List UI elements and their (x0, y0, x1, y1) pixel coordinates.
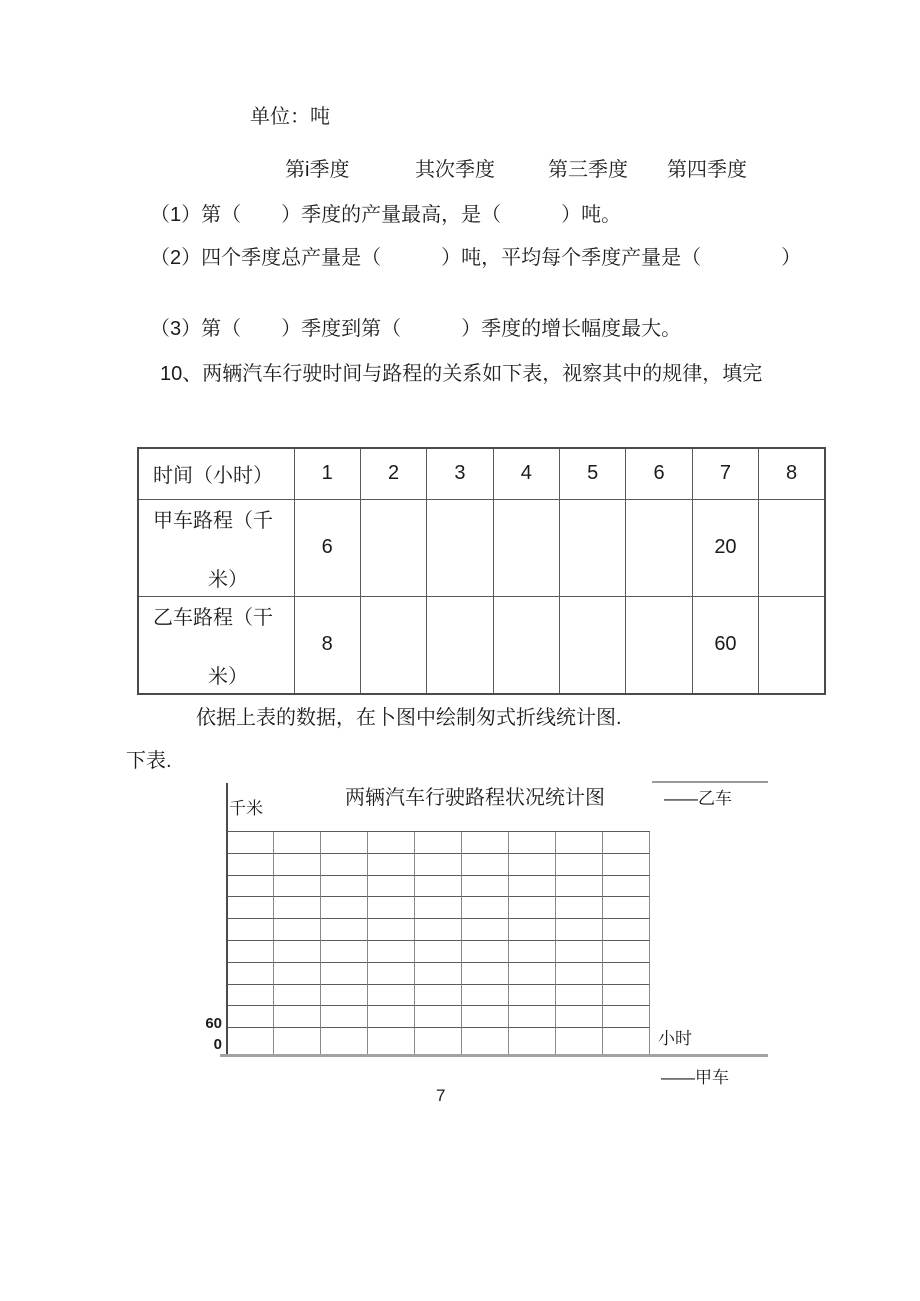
grid-cell (509, 963, 556, 985)
grid-cell (556, 985, 603, 1007)
grid-cell (227, 963, 274, 985)
table-header-cell: 4 (493, 448, 559, 499)
table-header-cell: 5 (560, 448, 626, 499)
grid-cell (368, 876, 415, 898)
table-header-cell: 6 (626, 448, 692, 499)
grid-cell (556, 832, 603, 854)
grid-cell (509, 985, 556, 1007)
grid-cell (415, 941, 462, 963)
grid-cell (368, 963, 415, 985)
y-tick-0: 0 (213, 1036, 222, 1053)
grid-cell (274, 854, 321, 876)
question-2: （2）四个季度总产量是（ ）吨，平均每个季度产量是（ ） (150, 247, 802, 269)
legend-divider-line (652, 781, 768, 783)
table-row (138, 596, 825, 694)
chart-grid (227, 831, 650, 1057)
row-label-cell (138, 596, 294, 694)
grid-cell (368, 854, 415, 876)
grid-cell (227, 832, 274, 854)
grid-cell (415, 919, 462, 941)
grid-cell (274, 985, 321, 1007)
grid-cell (321, 919, 368, 941)
grid-cell (509, 897, 556, 919)
question-10: 10、两辆汽车行驶时间与路程的关系如下表，视察其中的规律，填完 (160, 363, 763, 385)
grid-cell (556, 941, 603, 963)
table-cell (493, 499, 559, 596)
grid-cell (462, 832, 509, 854)
grid-cell (603, 876, 650, 898)
grid-cell (603, 985, 650, 1007)
table-header-cell: 1 (294, 448, 360, 499)
table-cell: 6 (294, 499, 360, 596)
grid-cell (227, 854, 274, 876)
grid-cell (556, 963, 603, 985)
row-label-line2: 米） (208, 568, 248, 591)
data-table (137, 447, 826, 695)
grid-cell (415, 876, 462, 898)
note-line-2: 下表. (126, 750, 172, 772)
question-3: （3）第（ ）季度到第（ ）季度的增长幅度最大。 (150, 318, 682, 340)
quarter-label-3: 第三季度 (548, 159, 628, 181)
unit-label: 单位：吨 (250, 106, 330, 128)
grid-cell (415, 897, 462, 919)
grid-cell (509, 876, 556, 898)
grid-cell (462, 963, 509, 985)
grid-cell (274, 876, 321, 898)
grid-cell (227, 919, 274, 941)
grid-cell (368, 897, 415, 919)
grid-cell (462, 985, 509, 1007)
grid-cell (509, 919, 556, 941)
x-axis-label: 小时 (658, 1029, 692, 1048)
legend-jiache: ——甲车 (661, 1068, 729, 1087)
grid-cell (274, 897, 321, 919)
row-label-line1: 甲车路程（千 (153, 509, 273, 532)
table-cell (560, 499, 626, 596)
grid-cell (603, 1028, 650, 1057)
grid-cell (321, 897, 368, 919)
grid-cell (415, 985, 462, 1007)
grid-cell (274, 963, 321, 985)
quarter-label-1: 第i季度 (285, 159, 350, 181)
table-header-cell: 时间（小时） (138, 448, 294, 499)
grid-cell (556, 1006, 603, 1028)
table-row (138, 499, 825, 596)
question-1: （1）第（ ）季度的产量最高，是（ ）吨。 (150, 204, 622, 226)
grid-cell (556, 919, 603, 941)
grid-cell (321, 941, 368, 963)
table-cell: 8 (294, 596, 360, 694)
grid-cell (227, 1028, 274, 1057)
grid-cell (556, 897, 603, 919)
table-header-cell: 8 (759, 448, 825, 499)
legend-yiche: ——乙车 (664, 789, 732, 808)
grid-cell (509, 832, 556, 854)
table-cell (427, 499, 493, 596)
grid-cell (415, 1028, 462, 1057)
grid-cell (603, 1006, 650, 1028)
table-header-cell: 7 (692, 448, 758, 499)
grid-cell (321, 876, 368, 898)
grid-cell (227, 985, 274, 1007)
grid-cell (227, 876, 274, 898)
grid-cell (274, 1028, 321, 1057)
grid-cell (462, 876, 509, 898)
grid-cell (368, 832, 415, 854)
grid-cell (321, 832, 368, 854)
grid-cell (509, 1028, 556, 1057)
grid-cell (321, 985, 368, 1007)
grid-cell (415, 1006, 462, 1028)
grid-cell (603, 897, 650, 919)
grid-cell (274, 832, 321, 854)
table-cell (360, 596, 426, 694)
note-line-1: 依据上表的数据，在卜图中绘制匆式折线统计图. (196, 707, 622, 729)
grid-cell (509, 941, 556, 963)
grid-cell (509, 854, 556, 876)
grid-cell (603, 854, 650, 876)
grid-cell (415, 963, 462, 985)
row-label-line1: 乙车路程（干 (153, 606, 273, 629)
grid-cell (462, 1006, 509, 1028)
x-axis-line (220, 1054, 768, 1057)
page-number: 7 (436, 1086, 446, 1105)
grid-cell (509, 1006, 556, 1028)
grid-cell (321, 854, 368, 876)
grid-cell (603, 832, 650, 854)
grid-cell (227, 897, 274, 919)
table-cell (493, 596, 559, 694)
quarter-label-4: 第四季度 (667, 159, 747, 181)
grid-cell (321, 1006, 368, 1028)
grid-cell (368, 941, 415, 963)
grid-cell (556, 854, 603, 876)
grid-cell (556, 1028, 603, 1057)
y-tick-60: 60 (205, 1015, 222, 1032)
row-label-line2: 米） (208, 665, 248, 688)
grid-cell (321, 963, 368, 985)
quarter-label-2: 其次季度 (415, 159, 495, 181)
table-cell (759, 596, 825, 694)
grid-cell (603, 941, 650, 963)
chart-title: 两辆汽车行驶路程状况统计图 (345, 787, 605, 809)
table-header-cell: 3 (427, 448, 493, 499)
grid-cell (274, 919, 321, 941)
table-cell (759, 499, 825, 596)
grid-cell (321, 1028, 368, 1057)
grid-cell (462, 1028, 509, 1057)
grid-cell (603, 963, 650, 985)
table-cell (560, 596, 626, 694)
table-cell (360, 499, 426, 596)
grid-cell (274, 941, 321, 963)
grid-cell (415, 832, 462, 854)
grid-cell (227, 941, 274, 963)
grid-cell (462, 941, 509, 963)
row-label-cell (138, 499, 294, 596)
table-header-row (138, 448, 825, 499)
grid-cell (368, 1006, 415, 1028)
grid-cell (227, 1006, 274, 1028)
table-cell (427, 596, 493, 694)
grid-cell (368, 1028, 415, 1057)
grid-cell (462, 854, 509, 876)
grid-cell (603, 919, 650, 941)
table-cell (626, 596, 692, 694)
grid-cell (556, 876, 603, 898)
grid-cell (368, 919, 415, 941)
grid-cell (274, 1006, 321, 1028)
table-cell: 20 (692, 499, 758, 596)
y-axis-label: 千米 (229, 799, 263, 818)
table-header-cell: 2 (360, 448, 426, 499)
grid-cell (462, 919, 509, 941)
table-cell: 60 (692, 596, 758, 694)
grid-cell (415, 854, 462, 876)
grid-cell (462, 897, 509, 919)
table-cell (626, 499, 692, 596)
grid-cell (368, 985, 415, 1007)
